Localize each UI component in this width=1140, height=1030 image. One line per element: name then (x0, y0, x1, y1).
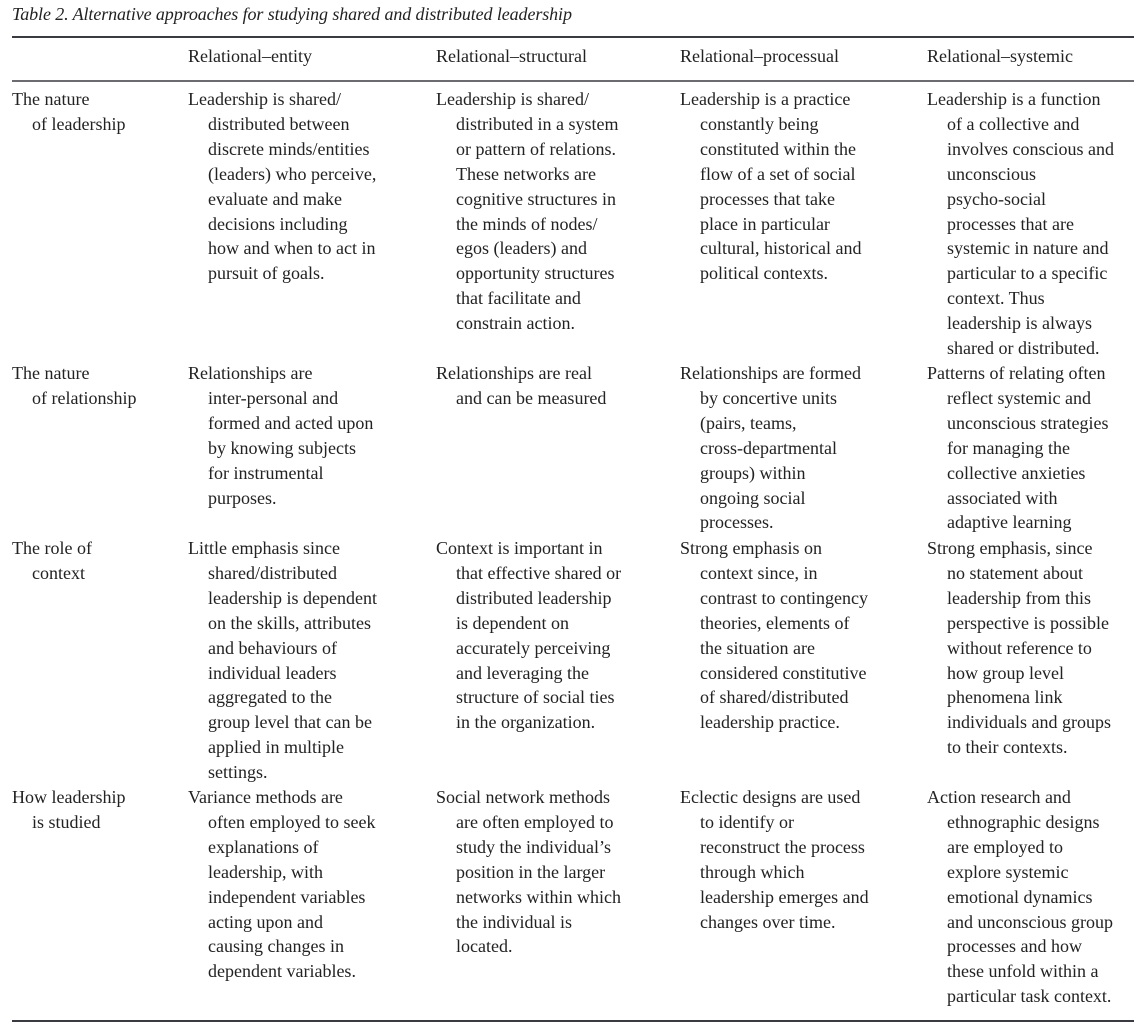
cell-relational-systemic (927, 361, 1108, 535)
cell-relational-processual (680, 536, 868, 735)
cell-line: Leadership is shared/ (188, 89, 341, 109)
cell-line: Strong emphasis, since (927, 538, 1093, 558)
cell-line: Action research and (927, 787, 1071, 807)
cell-line: considered constitutive (700, 662, 867, 683)
row-label (12, 87, 125, 137)
cell-relational-systemic (927, 536, 1111, 760)
cell-relational-processual (680, 361, 861, 535)
cell-line: aggregated to the (208, 687, 332, 708)
cell-line: causing changes in (208, 936, 344, 957)
cell-line: context since, in (700, 562, 818, 583)
cell-line: constrain action. (456, 313, 575, 334)
cell-line: theories, elements of (700, 612, 850, 633)
cell-line: context (32, 562, 85, 583)
cell-relational-structural (436, 785, 621, 959)
cell-line: groups) within (700, 462, 806, 483)
cell-line: Patterns of relating often (927, 363, 1106, 383)
cell-line: Social network methods (436, 787, 610, 807)
cell-line: political contexts. (700, 263, 828, 284)
cell-line: cross-departmental (700, 437, 837, 458)
cell-line: Strong emphasis on (680, 538, 822, 558)
cell-line: are employed to (947, 836, 1063, 857)
cell-line: often employed to seek (208, 811, 376, 832)
cell-relational-processual (680, 87, 861, 286)
cell-relational-structural (436, 361, 606, 411)
cell-line: processes that are (947, 213, 1074, 234)
cell-line: in the organization. (456, 712, 596, 733)
cell-line: by concertive units (700, 387, 837, 408)
column-header-relational-systemic: Relational–systemic (927, 46, 1073, 66)
cell-line: leadership practice. (700, 712, 840, 733)
cell-line: study the individual’s (456, 836, 611, 857)
cell-line: phenomena link (947, 687, 1063, 708)
cell-line: of leadership (32, 113, 126, 134)
cell-line: these unfold within a (947, 961, 1099, 982)
cell-line: how group level (947, 662, 1064, 683)
cell-line: decisions including (208, 213, 348, 234)
cell-line: How leadership (12, 787, 126, 807)
bottom-rule (12, 1020, 1134, 1022)
cell-line: is studied (32, 811, 101, 832)
cell-line: involves conscious and (947, 138, 1114, 159)
cell-line: perspective is possible (947, 612, 1109, 633)
cell-line: leadership from this (947, 587, 1091, 608)
cell-line: Relationships are formed (680, 363, 861, 383)
cell-relational-structural (436, 536, 621, 735)
cell-line: contrast to contingency (700, 587, 868, 608)
cell-line: ethnographic designs (947, 811, 1100, 832)
cell-line: processes. (700, 512, 774, 533)
cell-line: flow of a set of social (700, 163, 856, 184)
column-header-relational-structural: Relational–structural (436, 46, 587, 66)
cell-line: of relationship (32, 387, 137, 408)
cell-line: by knowing subjects (208, 437, 356, 458)
cell-line: (leaders) who perceive, (208, 163, 377, 184)
cell-line: and behaviours of (208, 637, 337, 658)
cell-line: discrete minds/entities (208, 138, 370, 159)
cell-line: group level that can be (208, 712, 372, 733)
cell-line: located. (456, 936, 513, 957)
cell-line: systemic in nature and (947, 238, 1109, 259)
cell-line: processes and how (947, 936, 1082, 957)
cell-line: reconstruct the process (700, 836, 865, 857)
cell-line: the situation are (700, 637, 815, 658)
cell-line: on the skills, attributes (208, 612, 371, 633)
column-header-relational-processual: Relational–processual (680, 46, 839, 66)
cell-line: are often employed to (456, 811, 614, 832)
cell-line: the minds of nodes/ (456, 213, 598, 234)
cell-line: the individual is (456, 911, 572, 932)
cell-relational-systemic (927, 87, 1114, 361)
cell-line: leadership emerges and (700, 886, 869, 907)
cell-line: leadership is always (947, 313, 1092, 334)
cell-line: (pairs, teams, (700, 412, 797, 433)
row-label (12, 536, 92, 586)
cell-relational-entity (188, 536, 377, 785)
cell-line: These networks are (456, 163, 596, 184)
cell-line: individual leaders (208, 662, 337, 683)
cell-line: unconscious (947, 163, 1036, 184)
cell-relational-processual (680, 785, 869, 934)
header-rule (12, 80, 1134, 82)
cell-line: position in the larger (456, 861, 606, 882)
cell-line: The nature (12, 363, 90, 383)
cell-line: The nature (12, 89, 90, 109)
cell-line: Leadership is a practice (680, 89, 851, 109)
cell-line: evaluate and make (208, 188, 342, 209)
cell-line: explanations of (208, 836, 319, 857)
cell-relational-systemic (927, 785, 1113, 1009)
cell-line: leadership, with (208, 861, 323, 882)
cell-line: dependent variables. (208, 961, 356, 982)
cell-line: associated with (947, 487, 1058, 508)
cell-line: for managing the (947, 437, 1070, 458)
cell-line: to their contexts. (947, 737, 1068, 758)
cell-line: opportunity structures (456, 263, 615, 284)
cell-line: processes that take (700, 188, 835, 209)
cell-line: cultural, historical and (700, 238, 862, 259)
cell-relational-entity (188, 785, 375, 984)
cell-line: shared/distributed (208, 562, 337, 583)
cell-line: that effective shared or (456, 562, 622, 583)
cell-relational-entity (188, 361, 373, 510)
cell-line: acting upon and (208, 911, 323, 932)
cell-line: applied in multiple (208, 737, 344, 758)
cell-line: and leveraging the (456, 662, 589, 683)
cell-line: psycho-social (947, 188, 1046, 209)
cell-line: how and when to act in (208, 238, 376, 259)
cell-line: formed and acted upon (208, 412, 374, 433)
cell-line: leadership is dependent (208, 587, 377, 608)
cell-line: cognitive structures in (456, 188, 616, 209)
cell-line: or pattern of relations. (456, 138, 616, 159)
cell-line: Leadership is shared/ (436, 89, 589, 109)
cell-line: independent variables (208, 886, 366, 907)
cell-line: The role of (12, 538, 92, 558)
cell-line: of a collective and (947, 113, 1080, 134)
cell-line: egos (leaders) and (456, 238, 587, 259)
cell-line: accurately perceiving (456, 637, 611, 658)
cell-line: particular to a specific (947, 263, 1108, 284)
cell-relational-entity (188, 87, 376, 286)
cell-line: that facilitate and (456, 288, 581, 309)
cell-line: particular task context. (947, 986, 1112, 1007)
cell-line: and unconscious group (947, 911, 1113, 932)
cell-line: emotional dynamics (947, 886, 1093, 907)
row-label (12, 361, 136, 411)
cell-line: Eclectic designs are used (680, 787, 861, 807)
cell-line: networks within which (456, 886, 621, 907)
cell-line: place in particular (700, 213, 830, 234)
cell-line: changes over time. (700, 911, 836, 932)
cell-line: no statement about (947, 562, 1083, 583)
cell-line: of shared/distributed (700, 687, 849, 708)
cell-line: distributed leadership (456, 587, 612, 608)
cell-line: constantly being (700, 113, 819, 134)
cell-line: for instrumental (208, 462, 324, 483)
cell-line: purposes. (208, 487, 277, 508)
cell-line: structure of social ties (456, 687, 615, 708)
cell-line: reflect systemic and (947, 387, 1091, 408)
top-rule (12, 36, 1134, 38)
cell-line: pursuit of goals. (208, 263, 325, 284)
cell-line: context. Thus (947, 288, 1045, 309)
cell-line: constituted within the (700, 138, 856, 159)
cell-line: individuals and groups (947, 712, 1111, 733)
cell-line: Context is important in (436, 538, 603, 558)
cell-line: Little emphasis since (188, 538, 340, 558)
cell-line: Relationships are (188, 363, 313, 383)
cell-line: distributed between (208, 113, 350, 134)
cell-line: Leadership is a function (927, 89, 1101, 109)
cell-line: Relationships are real (436, 363, 592, 383)
cell-line: unconscious strategies (947, 412, 1109, 433)
cell-line: ongoing social (700, 487, 806, 508)
cell-line: through which (700, 861, 805, 882)
cell-line: settings. (208, 762, 268, 783)
column-header-relational-entity: Relational–entity (188, 46, 312, 66)
cell-line: inter-personal and (208, 387, 339, 408)
cell-line: and can be measured (456, 387, 607, 408)
row-label (12, 785, 125, 835)
cell-line: to identify or (700, 811, 794, 832)
table-caption: Table 2. Alternative approaches for studying shared and distributed leadership (12, 4, 572, 24)
cell-line: adaptive learning (947, 512, 1072, 533)
cell-line: distributed in a system (456, 113, 619, 134)
cell-line: shared or distributed. (947, 338, 1100, 359)
cell-line: is dependent on (456, 612, 569, 633)
cell-line: without reference to (947, 637, 1092, 658)
cell-line: Variance methods are (188, 787, 343, 807)
cell-line: collective anxieties (947, 462, 1086, 483)
cell-line: explore systemic (947, 861, 1069, 882)
cell-relational-structural (436, 87, 618, 336)
